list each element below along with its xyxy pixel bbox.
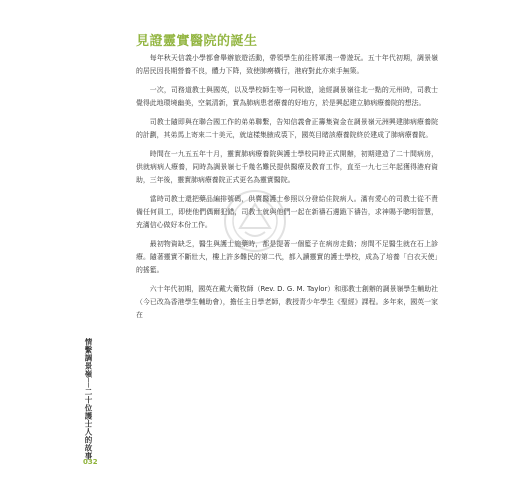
seal-watermark-icon [220, 188, 290, 254]
page-number: 032 [83, 458, 98, 466]
paragraph: 司教士隨即與在聯合國工作的弟弟聯繫，告知信義會正籌集資金在調景嶺元洲興建肺病療養院的計劃，其弟馬上寄來二十美元，就這樣集腋成裘下，國英目睹該療養院終於建成了肺病療養院。 [136, 118, 438, 139]
body-text [136, 52, 438, 322]
page-title: 見證靈實醫院的誕生 [136, 34, 258, 49]
paragraph: 一次，司務道教士與國英，以及學校師生等一同秋遊，途經調景嶺往北一點的元州時，司教士覺得此地環境幽美，空氣清新，實為肺病患者療養的好地方，於是興起建立肺病療養院的想法。 [136, 86, 438, 107]
side-title: 情繫調景嶺──二十位護士人的故事 [84, 338, 93, 461]
paragraph: 時間在一九五五年十月，靈實肺病療養院與護士學校同時正式開辦，初期建造了二十間病房，供就病病人療養，同時為調景嶺七千幾名難民提供醫療及教育工作，直至一九七三年起獲得港府資助，三年後，靈實肺病療養院正式更名為靈實醫院。 [136, 150, 438, 184]
paragraph: 六十年代初期，國英在戴大衛牧師（Rev. D. G. M. Taylor）和那教士創辦的調景嶺學生輔助社（今已改為香港學生輔助會），擔任主日學老師，教授青少年學生《聖經》課程。多年來，國英一家在 [136, 285, 438, 319]
paragraph: 當時司教士還把藥品編排號碼，供賣醫護士參照以分發給住院病人。滿有愛心的司教士從不責備任何員工，即使他們偶爾犯錯，司教士就與他們一起在新禱石邊跪下禱告，求神賜予聰明智慧，充滿信心做好本份工作。 [136, 195, 438, 229]
paragraph: 最初物資缺乏，醫生與護士施藥時，都是提著一個籃子在病房走動；房間不足醫生就在石上診療。隨著靈實不斷壯大，樓上許多難民的第二代，都入讀靈實的護士學校，成為了培養「白衣天使」的搖籃。 [136, 240, 438, 274]
paragraph: 每年秋天信義小學都會舉辦旅遊活動，帶領學生前往將軍澳一帶遊玩。五十年代初期，調景嶺的居民因長期營養不良，體力下降，致使肺癆橫行，港府對此亦束手無策。 [136, 54, 438, 75]
